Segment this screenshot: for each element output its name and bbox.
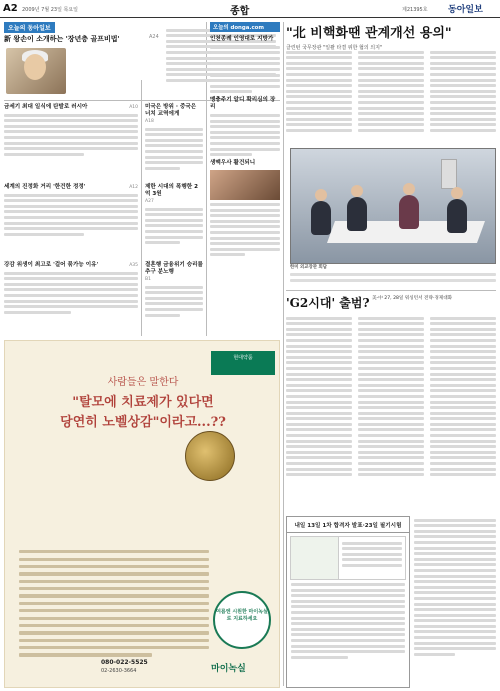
news-brief[interactable] <box>145 104 203 172</box>
issue-date: 2009년 7월 23일 목요일 <box>22 7 79 13</box>
brief-headline[interactable]: 결혼행 금융위기 승리를 추구 분노행 <box>145 262 203 275</box>
lead-body <box>286 48 496 135</box>
g2-headline[interactable]: 'G2시대' 출범? <box>286 296 370 310</box>
news-brief[interactable] <box>145 262 203 319</box>
featured-page: A24 <box>149 34 159 40</box>
brief-headline[interactable]: 강감 위생이 최고로 '걸어 묶가능 이유' <box>4 262 99 268</box>
news-brief[interactable] <box>4 184 138 238</box>
news-brief[interactable] <box>4 262 138 316</box>
brief-page: A10 <box>129 105 138 110</box>
column-divider <box>141 80 142 336</box>
section-tag: 오늘의 donga.com <box>210 22 280 32</box>
exam-notice[interactable] <box>286 516 410 688</box>
ad-phone-2[interactable]: 02-2630-3664 <box>101 668 137 674</box>
photo-caption: 한미 외교장관 회담 <box>290 265 496 284</box>
ad-brand: 마이녹실 <box>211 664 246 674</box>
donga-column <box>210 22 280 259</box>
g2-body-continued <box>414 516 496 658</box>
section-title: 종합 <box>230 6 250 17</box>
lead-story[interactable] <box>286 22 496 51</box>
g2-story[interactable] <box>286 294 496 311</box>
news-brief[interactable] <box>4 104 138 158</box>
brief-page: A27 <box>145 199 154 204</box>
ad-headline-line3: 당연히 노벨상감"이라고...?? <box>60 415 226 430</box>
brief-headline[interactable]: 세계의 진정화 거리 '한건한 정정' <box>4 184 86 190</box>
brief-page: A18 <box>145 119 154 124</box>
brief-headline[interactable]: 인천종례 인영대로 지방가 <box>210 36 274 42</box>
masthead <box>0 0 500 18</box>
newspaper-logo: 동아일보 <box>448 5 483 15</box>
nobel-medal-icon <box>185 431 235 481</box>
page-number: A2 <box>3 3 18 14</box>
section-divider <box>286 290 496 291</box>
ad-badge: 여름엔 시원한 마이녹실로 지료하세요 <box>213 591 271 649</box>
column-divider <box>283 22 284 686</box>
brief-page: A35 <box>129 263 138 268</box>
brief-headline[interactable]: 미국은 방위 · 중국은 너치 교역에게 <box>145 104 197 117</box>
brief-page: B1 <box>145 277 151 282</box>
brief-headline[interactable]: 생맥우사 활건되니 <box>210 160 256 167</box>
edition-number: 제21395호 <box>402 7 428 13</box>
ad-headline-line2: "탈모에 치료제가 있다면 <box>72 395 214 410</box>
brief-headline[interactable]: 제한 시대의 폭행한 2억 3원 <box>145 184 198 197</box>
news-brief[interactable] <box>145 184 203 247</box>
story-photo <box>210 170 280 200</box>
ad-phone[interactable]: 080-022-5525 <box>101 659 148 666</box>
featured-headline[interactable]: 新 왕손이 소개하는 '장년층 골프비법' <box>4 35 120 43</box>
section-tag: 오늘의 동아일보 <box>4 22 55 33</box>
meeting-photo <box>290 148 496 264</box>
advertisement[interactable] <box>4 340 280 688</box>
g2-body <box>286 314 496 479</box>
g2-subhead: 美-中 27, 28일 워싱턴서 전략·경제대화 <box>372 296 453 301</box>
lead-headline[interactable]: "北 비핵화땐 관계개선 용의" <box>286 26 452 41</box>
ad-logo: 현대약품 <box>211 351 275 375</box>
ad-body <box>19 546 209 661</box>
lead-subhead: 클린턴 국무장관 "일괄 타결 위한 협의 의지" <box>286 45 383 51</box>
notice-title: 내일 13일 1차 합격자 발표·23일 필기시험 <box>287 517 409 533</box>
ad-headline-line1: 사람들은 말한다 <box>107 377 179 388</box>
brief-headline[interactable]: 금세기 최대 일식에 탄발로 러시아 <box>4 104 88 110</box>
brief-page: A12 <box>129 185 138 190</box>
golfer-photo <box>6 48 66 94</box>
brief-headline[interactable]: 맹충주기 알디 확리심의 장리 <box>210 97 276 111</box>
